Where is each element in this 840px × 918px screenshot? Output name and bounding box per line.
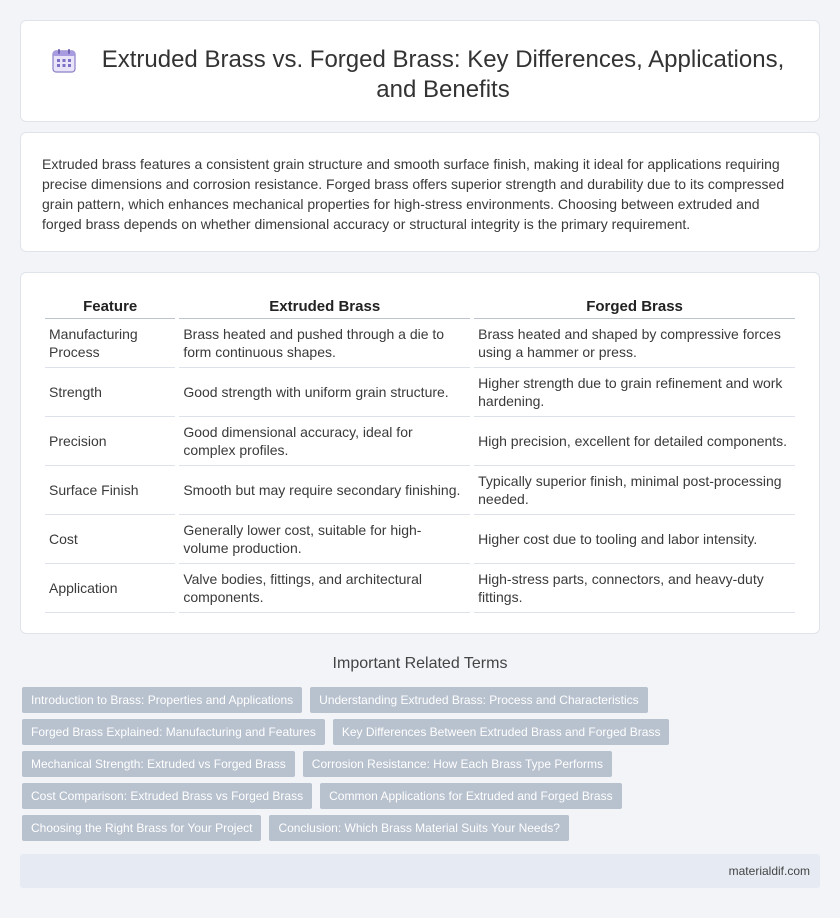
- related-term-link[interactable]: Cost Comparison: Extruded Brass vs Forged Brass: [22, 783, 312, 809]
- table-header-row: [45, 295, 795, 319]
- cell-extruded: Smooth but may require secondary finishing.: [179, 466, 470, 515]
- cell-forged: Typically superior finish, minimal post-processing needed.: [474, 466, 795, 515]
- header-extruded: Extruded Brass: [179, 295, 470, 319]
- tag-row: [22, 815, 812, 841]
- cell-forged: Brass heated and shaped by compressive forces using a hammer or press.: [474, 319, 795, 368]
- related-term-link[interactable]: Introduction to Brass: Properties and Applications: [22, 687, 302, 713]
- cell-forged: High precision, excellent for detailed components.: [474, 417, 795, 466]
- related-terms-title: Important Related Terms: [332, 655, 508, 672]
- tag-row: [22, 751, 812, 777]
- table-row: [45, 417, 795, 466]
- cell-feature: Cost: [45, 515, 175, 564]
- cell-feature: Application: [45, 564, 175, 613]
- table-row: [45, 564, 795, 613]
- cell-forged: Higher strength due to grain refinement and work hardening.: [474, 368, 795, 417]
- cell-feature: Precision: [45, 417, 175, 466]
- cell-forged: High-stress parts, connectors, and heavy-duty fittings.: [474, 564, 795, 613]
- related-term-link[interactable]: Common Applications for Extruded and Forged Brass: [320, 783, 621, 809]
- related-term-link[interactable]: Mechanical Strength: Extruded vs Forged Brass: [22, 751, 295, 777]
- calendar-grid-icon: [51, 48, 77, 74]
- comparison-table-card: [20, 272, 820, 634]
- cell-extruded: Brass heated and pushed through a die to form continuous shapes.: [179, 319, 470, 368]
- intro-card: [20, 132, 820, 252]
- related-term-link[interactable]: Forged Brass Explained: Manufacturing and Features: [22, 719, 325, 745]
- tag-row: [22, 719, 812, 745]
- intro-paragraph: Extruded brass features a consistent grain structure and smooth surface finish, making it ideal for applications requiring precise dimensions and corrosion resistance. Forged brass offers superior strength and durability due to its compressed grain pattern, which enhances mechanical properties for high-stress environments. Choosing between extruded and forged brass depends on whether dimensional accuracy or structural integrity is the primary requirement.: [42, 156, 785, 232]
- related-term-link[interactable]: Conclusion: Which Brass Material Suits Your Needs?: [269, 815, 568, 841]
- cell-feature: Strength: [45, 368, 175, 417]
- footer-site-link[interactable]: materialdif.com: [728, 864, 810, 878]
- footer: [20, 854, 820, 888]
- related-term-link[interactable]: Understanding Extruded Brass: Process and Characteristics: [310, 687, 647, 713]
- comparison-table: [41, 295, 799, 613]
- cell-extruded: Generally lower cost, suitable for high-volume production.: [179, 515, 470, 564]
- tag-row: [22, 687, 812, 713]
- header-forged: Forged Brass: [474, 295, 795, 319]
- related-term-link[interactable]: Key Differences Between Extruded Brass and Forged Brass: [333, 719, 670, 745]
- cell-feature: Surface Finish: [45, 466, 175, 515]
- cell-extruded: Good dimensional accuracy, ideal for complex profiles.: [179, 417, 470, 466]
- table-row: [45, 368, 795, 417]
- related-terms-list: [22, 687, 812, 847]
- table-row: [45, 466, 795, 515]
- related-term-link[interactable]: Choosing the Right Brass for Your Project: [22, 815, 261, 841]
- table-row: [45, 319, 795, 368]
- cell-extruded: Good strength with uniform grain structure.: [179, 368, 470, 417]
- related-term-link[interactable]: Corrosion Resistance: How Each Brass Type Performs: [303, 751, 612, 777]
- cell-feature: Manufacturing Process: [45, 319, 175, 368]
- tag-row: [22, 783, 812, 809]
- cell-forged: Higher cost due to tooling and labor intensity.: [474, 515, 795, 564]
- table-row: [45, 515, 795, 564]
- header-feature: Feature: [45, 295, 175, 319]
- page-title: Extruded Brass vs. Forged Brass: Key Differences, Applications, and Benefits: [101, 46, 785, 103]
- cell-extruded: Valve bodies, fittings, and architectural components.: [179, 564, 470, 613]
- header-card: [20, 20, 820, 122]
